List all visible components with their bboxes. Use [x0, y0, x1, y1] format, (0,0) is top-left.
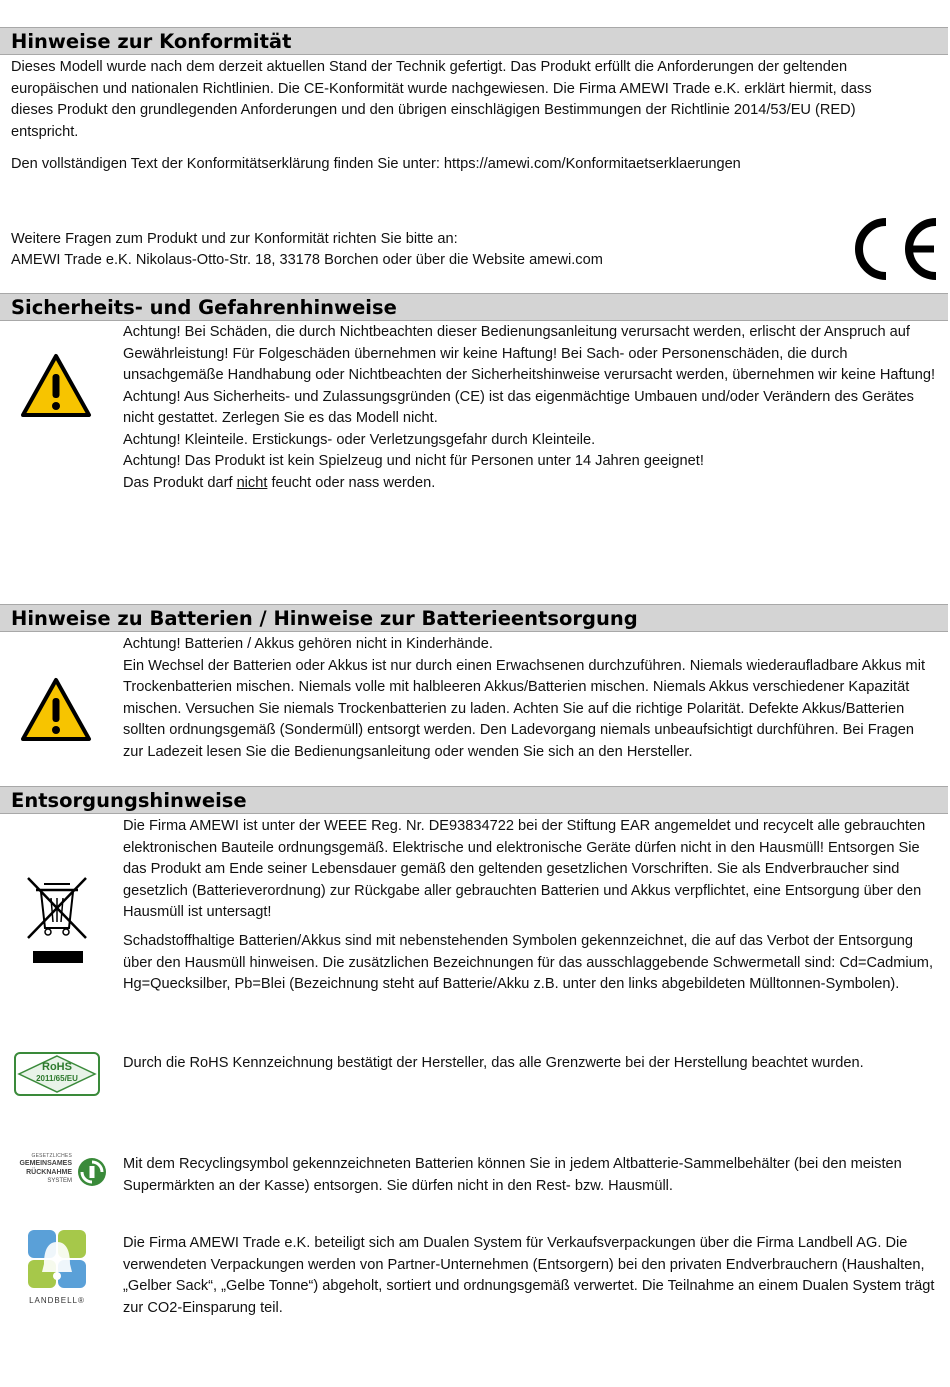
recycling-arrows-icon	[76, 1156, 108, 1188]
batteries-paragraph-1: Achtung! Batterien / Akkus gehören nicht in Kinderhände.	[123, 636, 493, 652]
safety-text-block	[123, 322, 938, 494]
landbell-paragraph: Die Firma AMEWI Trade e.K. beteiligt sich am Dualen System für Verkaufsverpackungen über die Firma Landbell AG. Die verwendeten Verpackungen werden von Partner-Unternehmen (Entsorgern) bei den privaten Endverbrauchern (Haushalten, „Gelber Sack“, „Gelbe Tonne“) abgeholt, sortiert und ordnungsgemäß verwertet. Die Teilnahme an einem Dualen System trägt zur CO2-Einsparung teil.	[123, 1235, 935, 1316]
safety-paragraph-2: Achtung! Aus Sicherheits- und Zulassungsgründen (CE) ist das eigenmächtige Umbauen und/oder Verändern des Gerätes nicht gestattet. Zerlegen Sie es das Modell nicht.	[123, 388, 914, 426]
safety-paragraph-1: Achtung! Bei Schäden, die durch Nichtbeachten dieser Bedienungsanleitung verursacht werden, erlischt der Anspruch auf Gewährleistung! Für Folgeschäden übernehmen wir keine Haftung! Bei Sach- oder Personenschäden, die durch unsachgemäße Handhabung oder Nichtbeachten der Sicherheitshinweise verursacht werden, übernehmen wir keine Haftung!	[123, 324, 936, 383]
safety-paragraph-3: Achtung! Kleinteile. Erstickungs- oder Verletzungsgefahr durch Kleinteile.	[123, 431, 596, 448]
safety-p5-pre: Das Produkt darf	[123, 474, 237, 491]
ce-mark-icon	[846, 214, 940, 284]
batteries-text-block	[123, 634, 938, 763]
warning-icon	[20, 352, 92, 420]
safety-paragraph-5	[123, 473, 938, 495]
rohs-paragraph: Durch die RoHS Kennzeichnung bestätigt der Hersteller, das alle Grenzwerte bei der Herstellung beachtet wurden.	[123, 1055, 864, 1071]
safety-p5-post: feucht oder nass werden.	[267, 474, 436, 491]
grs-recycling-logo	[8, 1150, 108, 1196]
contact-line-2: AMEWI Trade e.K. Nikolaus-Otto-Str. 18, 33178 Borchen oder über die Website amewi.com	[11, 252, 603, 268]
rohs-code: 2011/65/EU	[36, 1074, 78, 1083]
disposal-paragraph-1: Die Firma AMEWI ist unter der WEEE Reg. Nr. DE93834722 bei der Stiftung EAR angemeldet und recycelt alle gebrauchten elektronischen Bauteile ordnungsgemäß. Elektrische und elektronische Geräte dürfen nicht in den Hausmüll! Entsorgen Sie das Produkt am Ende seiner Lebensdauer gemäß den geltenden gesetzlichen Vorschriften. Sie als Endverbraucher sind gesetzlich (Batterieverordnung) zur Rückgabe aller gebrauchten Batterien und Akkus verpflichtet, eine Entsorgung über den Hausmüll ist untersagt!	[123, 818, 926, 920]
disposal-paragraph-2: Schadstoffhaltige Batterien/Akkus sind mit nebenstehenden Symbolen gekennzeichnet, die auf das Verbot der Entsorgung über den Hausmüll hinweisen. Die zusätzlichen Bezeichnungen für das ausschlaggebende Schwermetall sind: Cd=Cadmium, Hg=Quecksilber, Pb=Blei (Bezeichnung steht auf Batterie/Akku z.B. unter den links abgebildeten Mülltonnen-Symbolen).	[123, 933, 934, 992]
grs-line-1: GEMEINSAMES	[19, 1160, 72, 1167]
batteries-header: Hinweise zu Batterien / Hinweise zur Batterieentsorgung	[0, 604, 948, 632]
landbell-logo	[20, 1228, 100, 1310]
grs-line-2: RÜCKNAHME	[26, 1169, 72, 1176]
grs-line-0: GESETZLICHES	[31, 1153, 72, 1159]
safety-header: Sicherheits- und Gefahrenhinweise	[0, 293, 948, 321]
landbell-label: LANDBELL®	[29, 1296, 85, 1305]
grs-line-3: SYSTEM	[47, 1178, 72, 1184]
safety-paragraph-4: Achtung! Das Produkt ist kein Spielzeug und nicht für Personen unter 14 Jahren geeignet!	[123, 453, 704, 469]
batteries-paragraph-2: Ein Wechsel der Batterien oder Akkus ist nur durch einen Erwachsenen durchzuführen. Niemals wiederaufladbare Akkus mit Trockenbatterien mischen. Niemals volle mit halbleeren Akkus/Batterien mischen. Niemals Akkus verschiedener Kapazität mischen. Versuchen Sie niemals Trockenbatterien zu laden. Achten Sie auf die richtige Polarität. Defekte Akkus/Batterien sollten ordnungsgemäß (Sondermüll) entsorgt werden. Den Ladevorgang niemals unbeaufsichtigt durchführen. Bei Fragen zur Ladezeit lesen Sie die Bedienungsanleitung oder wenden Sie sich an den Hersteller.	[123, 657, 925, 760]
disposal-header: Entsorgungshinweise	[0, 786, 948, 814]
conformity-header: Hinweise zur Konformität	[0, 27, 948, 55]
conformity-declaration-link-text: Den vollständigen Text der Konformitätserklärung finden Sie unter: https://amewi.com/Konformitaetserklaerungen	[11, 156, 741, 172]
rohs-label: RoHS	[42, 1061, 72, 1073]
conformity-paragraph: Dieses Modell wurde nach dem derzeit aktuellen Stand der Technik gefertigt. Das Produkt erfüllt die Anforderungen der geltenden europäischen und nationalen Richtlinien. Die CE-Konformität wurde nachgewiesen. Die Firma AMEWI Trade e.K. erklärt hiermit, dass dieses Produkt den grundlegenden Anforderungen und den übrigen einschlägigen Bestimmungen der Richtlinie 2014/53/EU (RED) entspricht.	[11, 59, 872, 140]
grs-paragraph: Mit dem Recyclingsymbol gekennzeichneten Batterien können Sie in jedem Altbatterie-Sammelbehälter (bei den meisten Supermärkten an der Kasse) entsorgen. Sie dürfen nicht in den Rest- bzw. Hausmüll.	[123, 1156, 902, 1194]
battery-warning-icon	[20, 676, 92, 744]
landbell-bell-icon	[20, 1228, 100, 1294]
rohs-icon	[14, 1052, 100, 1096]
safety-p5-underline: nicht	[236, 474, 268, 491]
contact-line-1: Weitere Fragen zum Produkt und zur Konformität richten Sie bitte an:	[11, 231, 458, 247]
crossed-bin-icon	[24, 874, 90, 966]
